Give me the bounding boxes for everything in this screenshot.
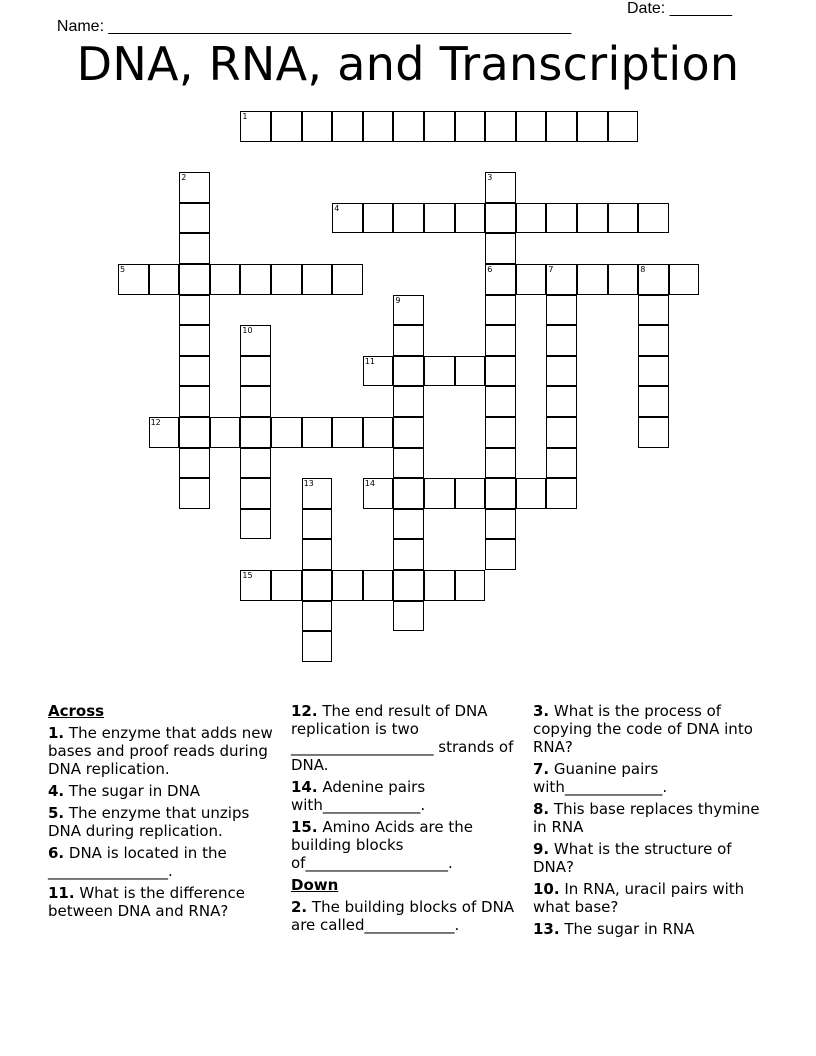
grid-cell[interactable] [363,478,394,509]
grid-cell[interactable] [455,111,486,142]
clue-item-number: 7. [533,760,550,778]
grid-cell[interactable] [210,417,241,448]
clue-number: 12 [150,418,161,427]
grid-cell[interactable] [546,478,577,509]
grid-cell[interactable] [179,417,210,448]
grid-cell[interactable] [608,111,639,142]
grid-cell[interactable] [393,539,424,570]
grid-cell[interactable] [240,448,271,479]
across-heading: Across [48,702,105,720]
page-title: DNA, RNA, and Transcription [76,37,740,91]
clue-item-text: Adenine pairs with_____________. [291,778,426,814]
grid-cell[interactable] [485,509,516,540]
grid-cell[interactable] [302,111,333,142]
grid-cell[interactable] [485,539,516,570]
clue-item-text: What is the difference between DNA and RNA? [48,884,245,920]
clue-item-number: 12. [291,702,318,720]
grid-cell[interactable] [240,417,271,448]
grid-cell[interactable] [271,111,302,142]
grid-cell[interactable] [424,356,455,387]
clue-number: 15 [242,571,253,580]
clue-item-text: Guanine pairs with_____________. [533,760,668,796]
grid-cell[interactable] [546,111,577,142]
grid-cell[interactable] [363,111,394,142]
grid-cell[interactable] [485,325,516,356]
grid-cell[interactable] [302,509,333,540]
grid-cell[interactable] [638,203,669,234]
grid-cell[interactable] [516,478,547,509]
clue-number: 14 [364,479,375,489]
grid-cell[interactable] [669,264,700,295]
grid-cell[interactable] [577,264,608,295]
grid-cell[interactable] [424,570,455,601]
grid-cell[interactable] [271,264,302,295]
grid-cell[interactable] [363,417,394,448]
grid-cell[interactable] [332,570,363,601]
grid-cell[interactable] [393,386,424,417]
grid-cell[interactable] [638,386,669,417]
clue-number: 1 [242,112,248,121]
clues-column-1 [48,702,280,924]
clue-item-text: The sugar in RNA [559,920,695,938]
grid-cell[interactable] [118,264,149,295]
grid-cell[interactable] [516,203,547,234]
grid-cell[interactable] [363,356,394,387]
date-label: Date: [627,0,670,17]
grid-cell[interactable] [485,295,516,326]
clue-item-number: 6. [48,844,65,862]
clue-item-number: 10. [533,880,560,898]
grid-cell[interactable] [608,264,639,295]
grid-cell[interactable] [638,325,669,356]
clue-item [291,898,523,934]
grid-cell[interactable] [546,448,577,479]
grid-cell[interactable] [332,264,363,295]
grid-cell[interactable] [240,264,271,295]
clue-item-text: The sugar in DNA [64,782,201,800]
grid-cell[interactable] [302,570,333,601]
clue-item-number: 14. [291,778,318,796]
clue-item-text: The enzyme that unzips DNA during replication. [48,804,250,840]
clue-item-text: The building blocks of DNA are called____________. [291,898,515,934]
grid-cell[interactable] [485,172,516,203]
grid-cell[interactable] [179,203,210,234]
grid-cell[interactable] [393,417,424,448]
clue-item-text: What is the structure of DNA? [533,840,732,876]
clue-number: 13 [303,479,314,489]
clue-item-text: DNA is located in the ________________. [48,844,227,880]
grid-cell[interactable] [424,111,455,142]
grid-cell[interactable] [546,325,577,356]
clue-item [533,800,773,836]
grid-cell[interactable] [302,539,333,570]
grid-cell[interactable] [240,570,271,601]
clue-item-text: The enzyme that adds new bases and proof reads during DNA replication. [48,724,273,778]
grid-cell[interactable] [332,203,363,234]
clue-item [533,760,773,796]
grid-cell[interactable] [393,448,424,479]
grid-cell[interactable] [638,264,669,295]
grid-cell[interactable] [393,325,424,356]
grid-cell[interactable] [608,203,639,234]
grid-cell[interactable] [424,203,455,234]
grid-cell[interactable] [240,356,271,387]
grid-cell[interactable] [393,111,424,142]
grid-cell[interactable] [393,509,424,540]
grid-cell[interactable] [363,203,394,234]
grid-cell[interactable] [485,417,516,448]
grid-cell[interactable] [332,417,363,448]
grid-cell[interactable] [302,264,333,295]
clue-item-number: 1. [48,724,65,742]
grid-cell[interactable] [240,111,271,142]
grid-cell[interactable] [393,203,424,234]
clue-item [291,702,523,774]
grid-cell[interactable] [149,417,180,448]
grid-cell[interactable] [393,295,424,326]
grid-cell[interactable] [179,264,210,295]
grid-cell[interactable] [546,356,577,387]
grid-cell[interactable] [638,295,669,326]
grid-cell[interactable] [516,264,547,295]
clue-item-number: 8. [533,800,550,818]
grid-cell[interactable] [302,478,333,509]
grid-cell[interactable] [332,111,363,142]
grid-cell[interactable] [302,417,333,448]
grid-cell[interactable] [485,478,516,509]
clue-number: 6 [487,265,493,274]
name-blank[interactable]: ____________________________________________________ [108,18,572,35]
clue-item [48,884,280,920]
grid-cell[interactable] [577,203,608,234]
date-blank[interactable]: _______ [669,0,732,17]
grid-cell[interactable] [546,386,577,417]
clue-number: 2 [181,173,187,183]
down-clue-list-continued [533,702,773,938]
grid-cell[interactable] [240,386,271,417]
clue-item-text: What is the process of copying the code of DNA into RNA? [533,702,753,756]
clue-number: 9 [395,295,401,305]
clue-item [533,840,773,876]
grid-cell[interactable] [516,111,547,142]
clue-item [533,880,773,916]
clue-item-number: 5. [48,804,65,822]
clue-item [48,844,280,880]
grid-cell[interactable] [179,356,210,387]
grid-cell[interactable] [302,631,333,662]
grid-cell[interactable] [179,448,210,479]
clue-item [291,818,523,872]
grid-cell[interactable] [179,386,210,417]
grid-cell[interactable] [638,356,669,387]
clue-item [48,724,280,778]
grid-cell[interactable] [179,478,210,509]
grid-cell[interactable] [455,203,486,234]
clue-item-number: 15. [291,818,318,836]
grid-cell[interactable] [546,264,577,295]
clue-item-text: The end result of DNA replication is two ___________________ strands of DNA. [291,702,514,774]
clue-item-number: 3. [533,702,550,720]
clue-item-text: Amino Acids are the building blocks of___________________. [291,818,473,872]
clue-item [48,804,280,840]
grid-cell[interactable] [546,417,577,448]
grid-cell[interactable] [210,264,241,295]
grid-cell[interactable] [546,203,577,234]
down-heading: Down [291,876,339,894]
grid-cell[interactable] [393,356,424,387]
grid-cell[interactable] [240,478,271,509]
clues-column-2 [291,702,523,938]
grid-cell[interactable] [424,478,455,509]
name-label: Name: [56,18,109,35]
clue-number: 3 [487,173,493,183]
grid-cell[interactable] [485,203,516,234]
grid-cell[interactable] [271,570,302,601]
clue-number: 11 [364,356,375,366]
grid-cell[interactable] [485,111,516,142]
down-clue-list [291,898,523,934]
grid-cell[interactable] [577,111,608,142]
grid-cell[interactable] [455,570,486,601]
clue-item-text: This base replaces thymine in RNA [533,800,760,836]
clue-item [291,778,523,814]
grid-cell[interactable] [393,570,424,601]
clue-item-number: 13. [533,920,560,938]
clue-item-number: 11. [48,884,75,902]
grid-cell[interactable] [485,264,516,295]
clue-item [48,782,280,800]
grid-cell[interactable] [302,601,333,632]
clue-number: 5 [120,265,126,274]
clue-number: 8 [640,265,646,274]
grid-cell[interactable] [546,295,577,326]
grid-cell[interactable] [149,264,180,295]
clue-item-number: 9. [533,840,550,858]
clue-item-number: 2. [291,898,308,916]
across-clue-list [48,724,280,920]
across-clue-list-continued [291,702,523,872]
grid-cell[interactable] [393,601,424,632]
clue-item-number: 4. [48,782,65,800]
clue-number: 4 [334,203,340,213]
grid-cell[interactable] [271,417,302,448]
grid-cell[interactable] [485,233,516,264]
clues-column-3 [533,702,773,942]
clue-item [533,702,773,756]
grid-cell[interactable] [240,325,271,356]
grid-cell[interactable] [485,356,516,387]
clue-item [533,920,773,938]
grid-cell[interactable] [179,295,210,326]
clue-number: 10 [242,326,253,336]
grid-cell[interactable] [455,356,486,387]
grid-cell[interactable] [179,233,210,264]
grid-cell[interactable] [240,509,271,540]
clue-item-text: In RNA, uracil pairs with what base? [533,880,745,916]
grid-cell[interactable] [179,325,210,356]
clue-number: 7 [548,265,554,274]
grid-cell[interactable] [485,448,516,479]
grid-cell[interactable] [485,386,516,417]
grid-cell[interactable] [455,478,486,509]
grid-cell[interactable] [393,478,424,509]
grid-cell[interactable] [363,570,394,601]
grid-cell[interactable] [638,417,669,448]
grid-cell[interactable] [179,172,210,203]
